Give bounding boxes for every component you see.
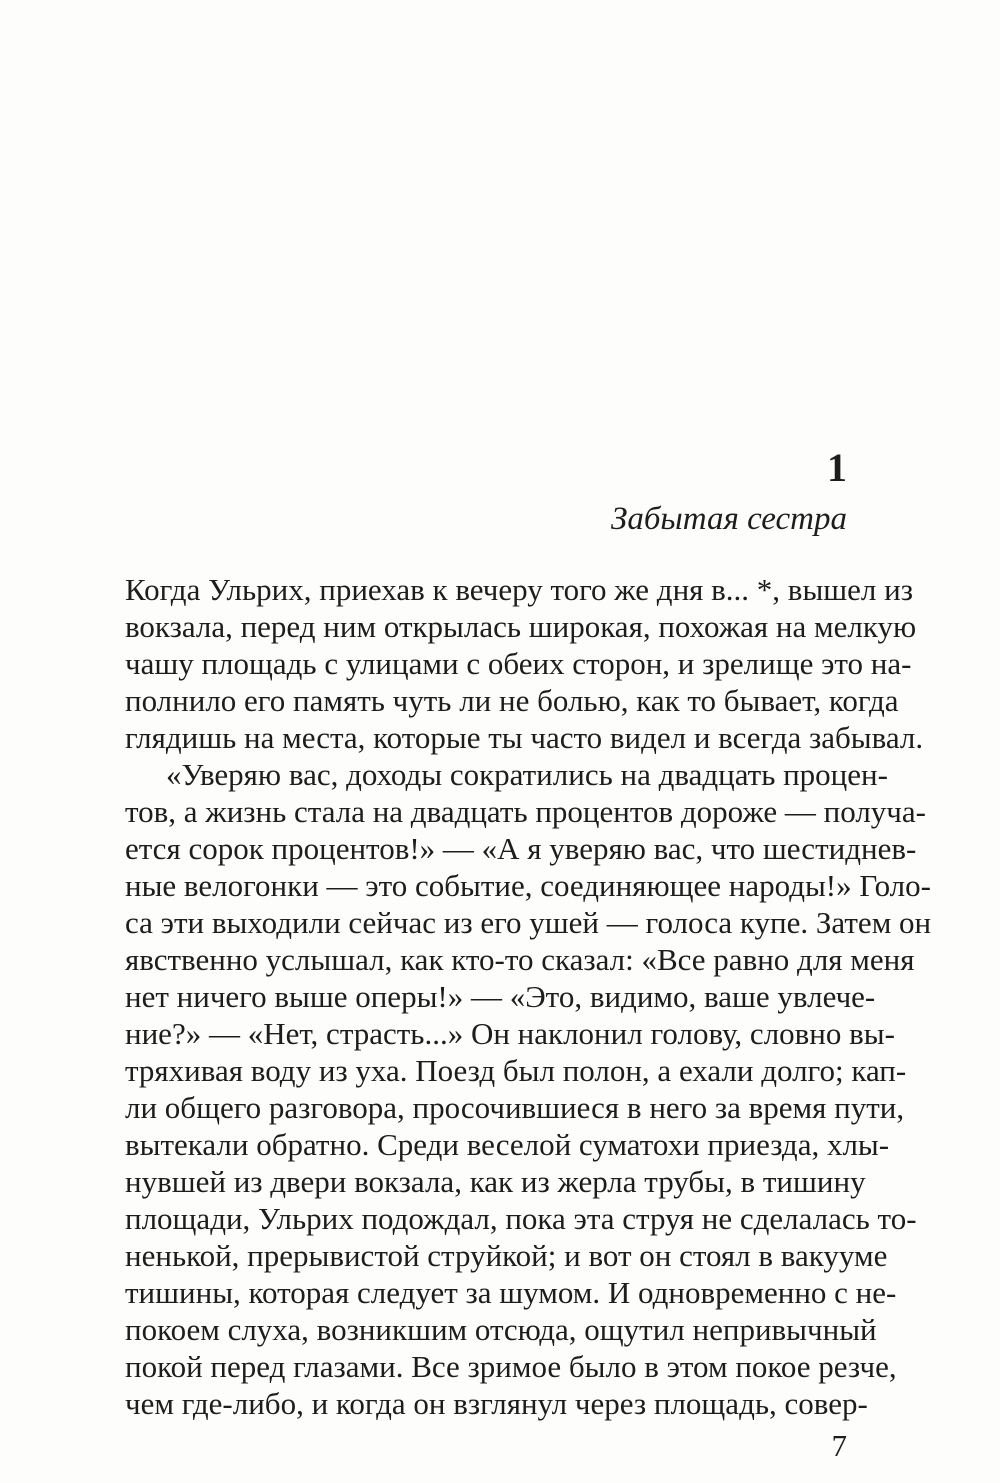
text-line: тишины, которая следует за шумом. И одновременно с не- [125, 1275, 897, 1310]
text-line: вокзала, перед ним открылась широкая, похожая на мелкую [125, 609, 917, 644]
text-line: глядишь на места, которые ты часто видел и всегда забывал. [125, 720, 924, 755]
text-line: са эти выходили сейчас из его ушей — голоса купе. Затем он [125, 905, 932, 940]
text-line: ется сорок процентов!» — «А я уверяю вас, что шестиднев- [125, 831, 917, 866]
text-line: ние?» — «Нет, страсть...» Он наклонил голову, словно вы- [125, 1016, 895, 1051]
text-line: Когда Ульрих, приехав к вечеру того же дня в... *, вышел из [125, 572, 913, 607]
text-line: полнило его память чуть ли не болью, как то бывает, когда [125, 683, 899, 718]
text-line: «Уверяю вас, доходы сократились на двадцать процен- [166, 757, 888, 792]
text-line: покоем слуха, возникшим отсюда, ощутил непривычный [125, 1312, 877, 1347]
text-line: явственно услышал, как кто-то сказал: «Все равно для меня [125, 942, 915, 977]
page-number: 7 [831, 1428, 847, 1463]
chapter-title: Забытая сестра [610, 501, 847, 537]
text-line: чем где-либо, и когда он взглянул через площадь, совер- [125, 1386, 868, 1421]
text-line: ные велогонки — это событие, соединяющее народы!» Голо- [125, 868, 931, 903]
text-line: тряхивая воду из уха. Поезд был полон, а ехали долго; кап- [125, 1053, 907, 1088]
chapter-number: 1 [827, 445, 847, 490]
text-line: площади, Ульрих подождал, пока эта струя не сделалась то- [125, 1201, 917, 1236]
text-line: чашу площадь с улицами с обеих сторон, и зрелище это на- [125, 646, 912, 681]
text-line: нувшей из двери вокзала, как из жерла трубы, в тишину [125, 1164, 866, 1199]
text-line: покой перед глазами. Все зримое было в этом покое резче, [125, 1349, 897, 1384]
text-line: тов, а жизнь стала на двадцать процентов дороже — получа- [125, 794, 926, 829]
text-line: нет ничего выше оперы!» — «Это, видимо, ваше увлече- [125, 979, 876, 1014]
text-line: вытекали обратно. Среди веселой суматохи приезда, хлы- [125, 1127, 890, 1162]
text-line: ли общего разговора, просочившиеся в него за время пути, [125, 1090, 905, 1125]
text-line: ненькой, прерывистой струйкой; и вот он стоял в вакууме [125, 1238, 888, 1273]
